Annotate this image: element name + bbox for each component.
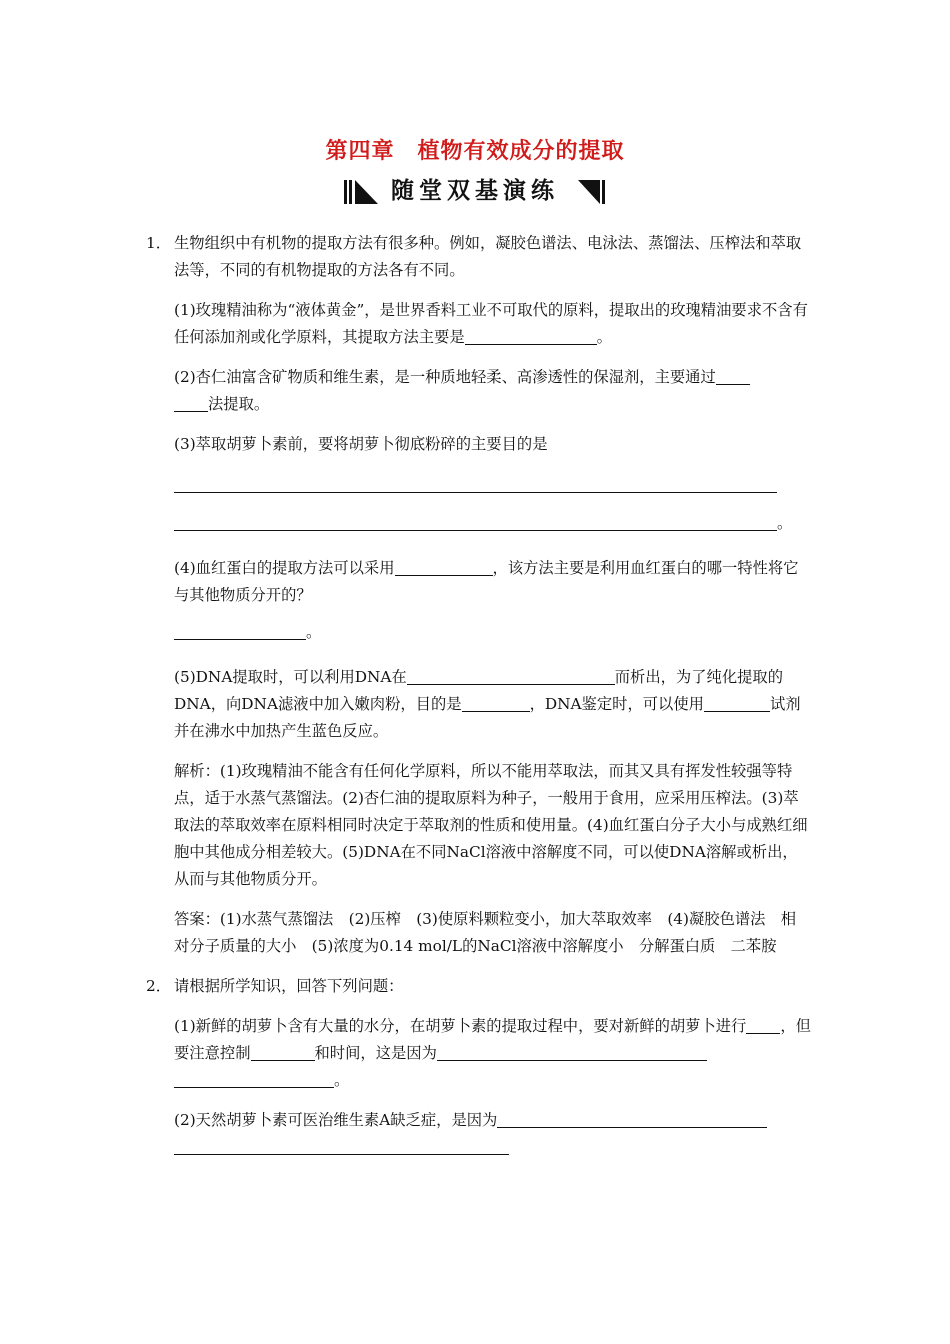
section-banner: [0, 174, 950, 208]
answer-blank[interactable]: [174, 1069, 334, 1088]
answer-blank[interactable]: [716, 366, 750, 385]
banner-title: 随堂双基演练: [391, 178, 559, 204]
sub-question-2: [146, 364, 811, 418]
sub-question-text: ，该方法主要是利用血红蛋白的哪一特性将它与其他物质分开的？: [174, 559, 799, 604]
sub-question-text: 而析出，为了纯化提取的DNA，向DNA滤液中加入嫩肉粉，目的是: [174, 668, 784, 713]
answer-blank[interactable]: [174, 621, 306, 640]
question-stem: 生物组织中有机物的提取方法有很多种。例如，凝胶色谱法、电泳法、蒸馏法、压榨法和萃取法等，不同的有机物提取的方法各有不同。: [174, 234, 802, 279]
sub-question-5: [146, 664, 811, 745]
answer-blank[interactable]: [704, 693, 770, 712]
question-1: [146, 230, 811, 284]
sub-question-text: (1)玫瑰精油称为“液体黄金”，是世界香料工业不可取代的原料，提取出的玫瑰精油要求不含有任何添加剂或化学原料，其提取方法主要是: [174, 301, 808, 346]
sub-question-text: 试剂并在沸水中加热产生蓝色反应。: [174, 695, 801, 740]
sub-question-text: 法提取。: [208, 395, 270, 413]
punctuation: 。: [306, 623, 322, 641]
sub-question-text: (3)萃取胡萝卜素前，要将胡萝卜彻底粉碎的主要目的是: [174, 435, 548, 453]
sub-question-1: [146, 1013, 811, 1094]
sub-question-text: 和时间，这是因为: [314, 1044, 437, 1062]
punctuation: 。: [334, 1071, 350, 1089]
answer-line[interactable]: [174, 474, 777, 493]
question-number: 2．: [146, 977, 172, 995]
answer-blank[interactable]: [746, 1015, 780, 1034]
answer: 答案：(1)水蒸气蒸馏法 (2)压榨 (3)使原料颗粒变小，加大萃取效率 (4)凝胶色谱法 相对分子质量的大小 (5)浓度为0.14 mol/L的NaCl溶液中溶解度小 分解蛋白质 二苯胺: [174, 910, 797, 955]
sub-question-text: ，DNA鉴定时，可以使用: [529, 695, 704, 713]
punctuation: 。: [596, 328, 612, 346]
sub-question-3: [146, 431, 811, 542]
answer-blank[interactable]: [497, 1109, 767, 1128]
sub-question-4: [146, 555, 811, 651]
sub-question-text: ，但要注意控制: [174, 1017, 811, 1062]
sub-question-text: (2)杏仁油富含矿物质和维生素，是一种质地轻柔、高渗透性的保湿剂，主要通过: [174, 368, 716, 386]
question-list: [146, 230, 811, 1174]
sub-question-text: (1)新鲜的胡萝卜含有大量的水分，在胡萝卜素的提取过程中，要对新鲜的胡萝卜进行: [174, 1017, 747, 1035]
answer-blank[interactable]: [174, 1136, 509, 1155]
question-number: 1．: [146, 234, 172, 252]
answer-blank[interactable]: [462, 693, 530, 712]
answer-blank[interactable]: [251, 1042, 315, 1061]
answer-blank[interactable]: [174, 393, 208, 412]
question-2: [146, 973, 811, 1000]
question-stem: 请根据所学知识，回答下列问题：: [174, 977, 404, 995]
sub-question-text: (4)血红蛋白的提取方法可以采用: [174, 559, 395, 577]
answer-blank[interactable]: [395, 557, 493, 576]
sub-question-text: (5)DNA提取时，可以利用DNA在: [174, 668, 407, 686]
answer-blank[interactable]: [407, 666, 615, 685]
sub-question-2: [146, 1107, 811, 1161]
sub-question-text: (2)天然胡萝卜素可医治维生素A缺乏症，是因为: [174, 1111, 498, 1129]
analysis: 解析：(1)玫瑰精油不能含有任何化学原料，所以不能用萃取法，而其又具有挥发性较强等特点，适于水蒸气蒸馏法。(2)杏仁油的提取原料为种子，一般用于食用，应采用压榨法。(3)萃取法的萃取效率在原料相同时决定于萃取剂的性质和使用量。(4)血红蛋白分子大小与成熟红细胞中其他成分相差较大。(5)DNA在不同NaCl溶液中溶解度不同，可以使DNA溶解或析出，从而与其他物质分开。: [174, 762, 808, 888]
answer-blank[interactable]: [465, 326, 597, 345]
page-title: 第四章 植物有效成分的提取: [325, 139, 625, 164]
punctuation: 。: [777, 514, 793, 532]
sub-question-1: [146, 297, 811, 351]
answer-line[interactable]: [174, 512, 777, 531]
answer-blank[interactable]: [437, 1042, 707, 1061]
